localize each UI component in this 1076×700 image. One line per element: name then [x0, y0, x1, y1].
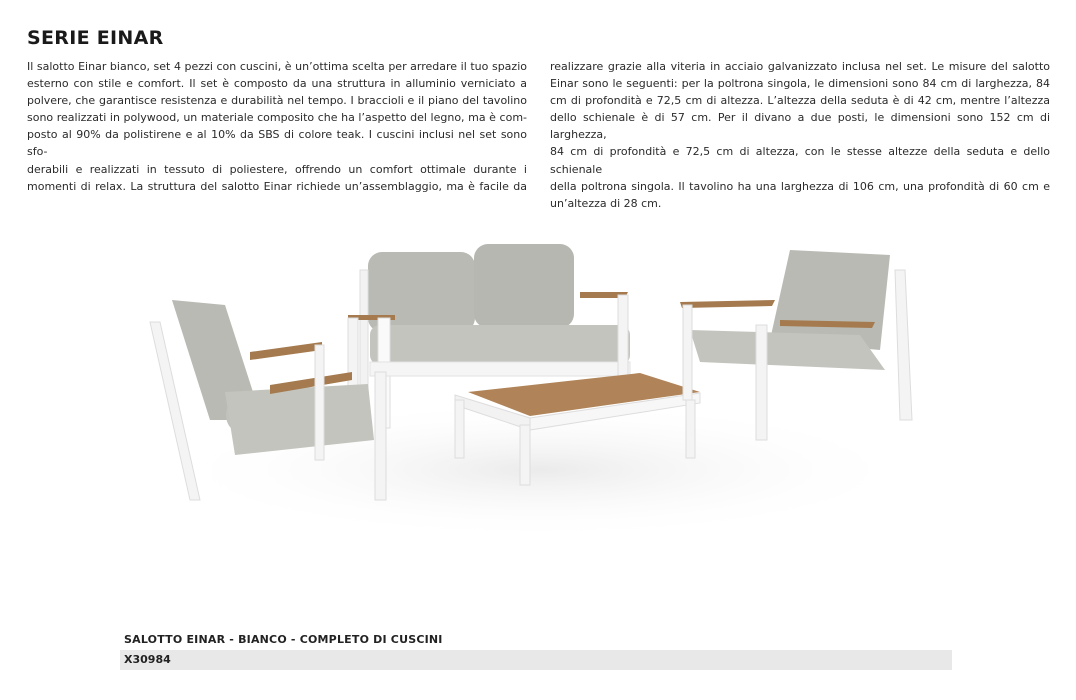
page-title: SERIE EINAR — [27, 27, 164, 49]
description-right-column — [550, 58, 1050, 212]
product-photo — [120, 215, 960, 605]
description-left-column — [27, 58, 527, 195]
description-line: Einar sono le seguenti: per la poltrona singola, le dimensioni sono 84 cm di larghezza, 84 — [550, 77, 1050, 91]
product-name: SALOTTO EINAR - BIANCO - COMPLETO DI CUSCINI — [124, 633, 443, 646]
description-line: dello schienale è di 57 cm. Per il divano a due posti, le dimensioni sono 152 cm di larghezza, — [550, 111, 1050, 142]
description-line: della poltrona singola. Il tavolino ha una larghezza di 106 cm, una profondità di 60 cm e — [550, 179, 1050, 193]
description-line: 84 cm di profondità e 72,5 cm di altezza, con le stesse altezze della seduta e dello schienale — [550, 145, 1050, 176]
description-line: cm di profondità e 72,5 cm di altezza. L’altezza della seduta è di 42 cm, mentre l’altezza — [550, 94, 1050, 108]
product-code-bar — [120, 650, 952, 670]
description-line: realizzare grazie alla viteria in acciaio galvanizzato inclusa nel set. Le misure del salotto — [550, 60, 1050, 73]
product-code: X30984 — [124, 653, 171, 666]
description-line: un’altezza di 28 cm. — [550, 196, 662, 210]
description-line: sono realizzati in polywood, un materiale composito che ha l’aspetto del legno, ma è com- — [27, 111, 527, 125]
description-line: Il salotto Einar bianco, set 4 pezzi con cuscini, è un’ottima scelta per arredare il tuo spazio — [27, 60, 527, 73]
description-line: momenti di relax. La struttura del salotto Einar richiede un’assemblaggio, ma è facile da — [27, 179, 527, 193]
description-line: polvere, che garantisce resistenza e durabilità nel tempo. I braccioli e il piano del tavolino — [27, 94, 527, 108]
description-line: derabili e realizzati in tessuto di poliestere, offrendo un comfort ottimale durante i — [27, 162, 527, 176]
description-line: posto al 90% da polistirene e al 10% da SBS di colore teak. I cuscini inclusi nel set sono sfo- — [27, 128, 527, 159]
description-line: esterno con stile e comfort. Il set è composto da una struttura in alluminio verniciato a — [27, 77, 527, 91]
